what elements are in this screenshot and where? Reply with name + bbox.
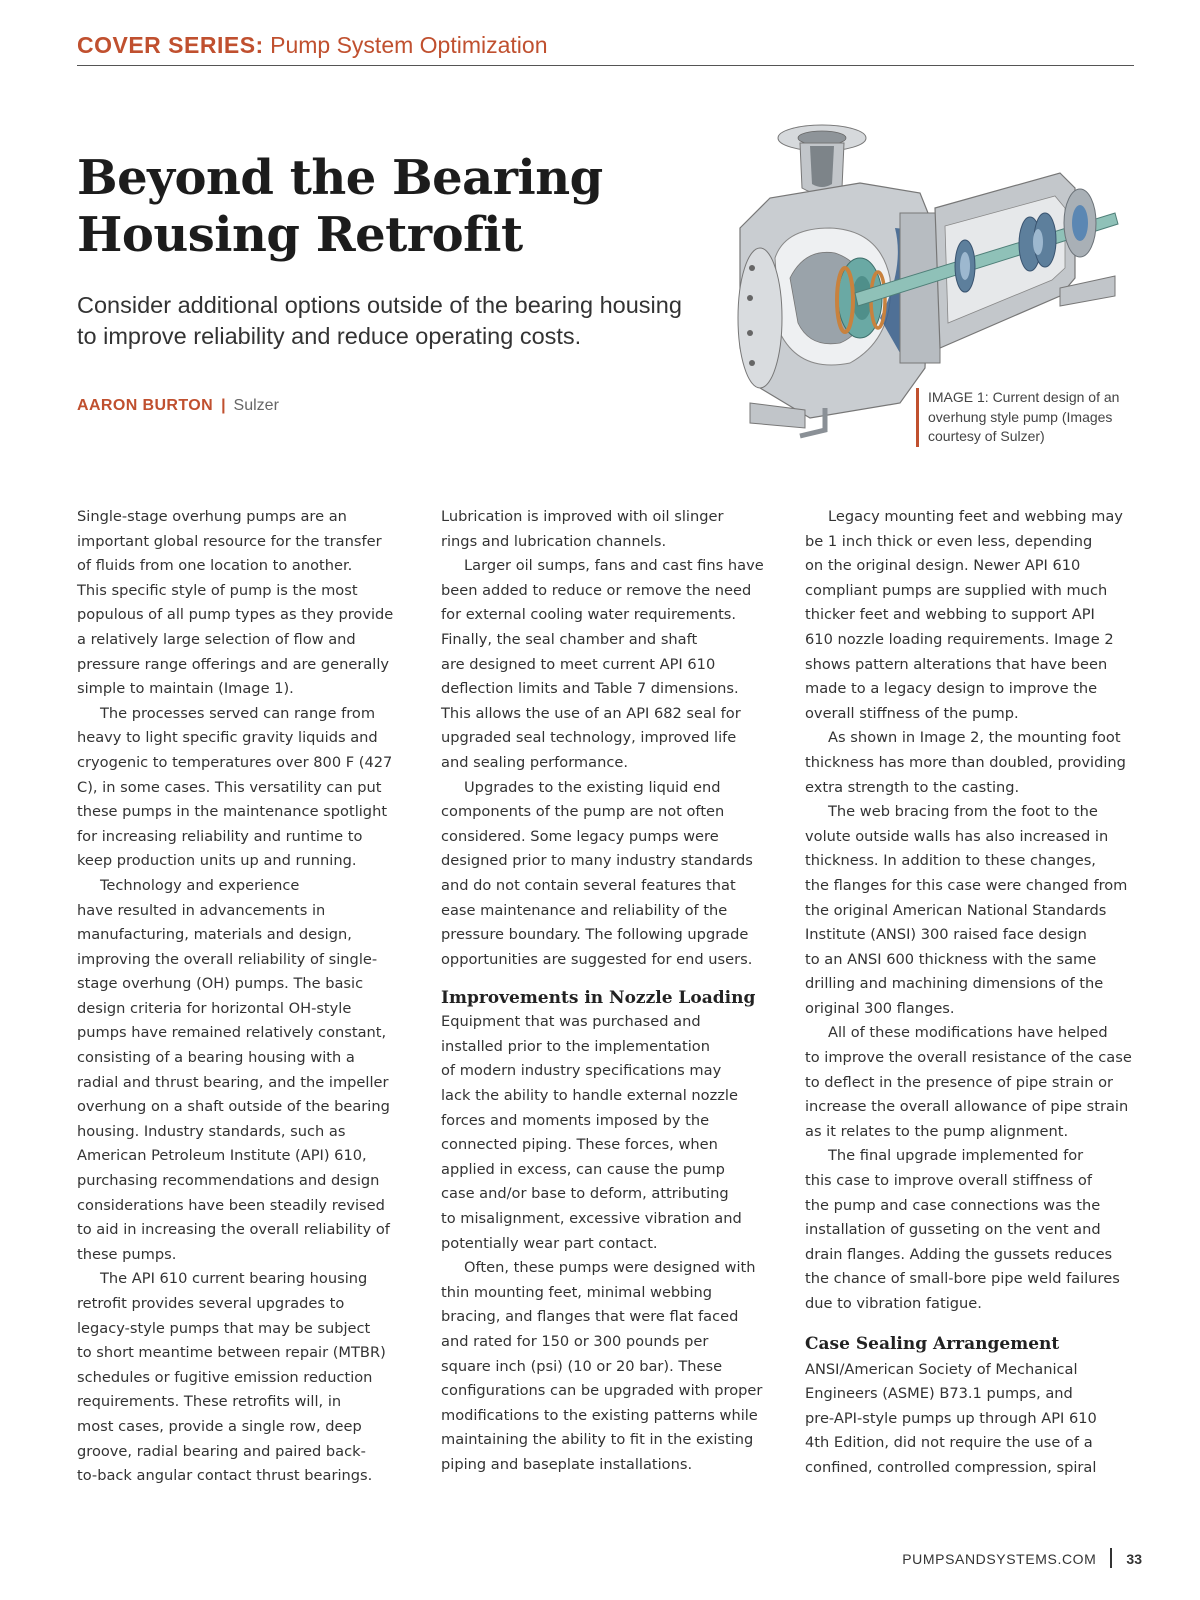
body-line: This specific style of pump is the most xyxy=(77,581,358,599)
body-line: installed prior to the implementation xyxy=(441,1037,710,1055)
body-line: modifications to the existing patterns while xyxy=(441,1406,758,1424)
body-paragraph xyxy=(77,874,422,1268)
body-line: Lubrication is improved with oil slinger xyxy=(441,508,724,525)
body-line: potentially wear part contact. xyxy=(441,1234,658,1252)
body-line: rings and lubrication channels. xyxy=(441,532,667,550)
body-line: compliant pumps are supplied with much xyxy=(805,581,1108,599)
body-line: ANSI/American Society of Mechanical xyxy=(805,1360,1078,1378)
body-line: legacy-style pumps that may be subject xyxy=(77,1319,371,1337)
caption-line: courtesy of Sulzer) xyxy=(928,428,1045,444)
body-paragraph xyxy=(441,776,786,973)
body-line: design criteria for horizontal OH-style xyxy=(77,999,352,1017)
body-line: Legacy mounting feet and webbing may xyxy=(828,508,1123,525)
body-line: designed prior to many industry standards xyxy=(441,852,753,870)
body-line: overall stiffness of the pump. xyxy=(805,704,1019,722)
body-paragraph xyxy=(805,1144,1150,1316)
section-heading: Case Sealing Arrangement xyxy=(805,1333,1060,1354)
body-line: to aid in increasing the overall reliability of xyxy=(77,1221,390,1239)
body-line: on the original design. Newer API 610 xyxy=(805,557,1081,575)
body-line: keep production units up and running. xyxy=(77,852,357,870)
body-line: as it relates to the pump alignment. xyxy=(805,1122,1069,1140)
body-line: Often, these pumps were designed with xyxy=(464,1259,756,1277)
body-line: drilling and machining dimensions of the xyxy=(805,975,1104,993)
body-line: The processes served can range from xyxy=(100,704,376,722)
body-paragraph xyxy=(441,1010,786,1256)
body-line: opportunities are suggested for end users. xyxy=(441,950,753,968)
body-line: square inch (psi) (10 or 20 bar). These xyxy=(441,1357,723,1375)
body-paragraph xyxy=(77,1267,422,1488)
body-line: considerations have been steadily revised xyxy=(77,1196,385,1214)
body-line: of fluids from one location to another. xyxy=(77,557,353,575)
subtitle-line: Consider additional options outside of the bearing housing xyxy=(77,292,682,318)
body-line: of modern industry specifications may xyxy=(441,1062,722,1080)
body-line: The final upgrade implemented for xyxy=(828,1147,1084,1165)
body-line: Technology and experience xyxy=(100,876,300,894)
body-line: Larger oil sumps, fans and cast fins have xyxy=(464,557,764,575)
title-line: Housing Retrofit xyxy=(77,207,523,263)
body-line: important global resource for the transfer xyxy=(77,532,382,550)
body-line: lack the ability to handle external nozzle xyxy=(441,1087,738,1105)
body-line: Single-stage overhung pumps are an xyxy=(77,508,347,525)
body-line: case and/or base to deform, attributing xyxy=(441,1185,729,1203)
body-line: populous of all pump types as they provide xyxy=(77,606,394,624)
body-line: been added to reduce or remove the need xyxy=(441,581,752,599)
body-line: and do not contain several features that xyxy=(441,876,736,894)
body-line: The API 610 current bearing housing xyxy=(100,1270,368,1288)
body-line: 610 nozzle loading requirements. Image 2 xyxy=(805,630,1114,648)
body-line: the chance of small-bore pipe weld failures xyxy=(805,1270,1120,1288)
text-column-1 xyxy=(77,505,422,1489)
body-line: applied in excess, can cause the pump xyxy=(441,1160,725,1178)
body-line: thicker feet and webbing to support API xyxy=(805,606,1095,624)
body-line: to short meantime between repair (MTBR) xyxy=(77,1344,386,1362)
body-paragraph xyxy=(441,554,786,775)
article-title xyxy=(77,150,697,264)
body-line: manufacturing, materials and design, xyxy=(77,926,352,944)
caption-line: IMAGE 1: Current design of an xyxy=(928,389,1120,405)
body-line: ease maintenance and reliability of the xyxy=(441,901,728,919)
body-line: Institute (ANSI) 300 raised face design xyxy=(805,926,1087,944)
body-paragraph xyxy=(441,1256,786,1477)
author-organization: Sulzer xyxy=(233,397,279,414)
body-line: installation of gusseting on the vent and xyxy=(805,1221,1101,1239)
body-line: overhung on a shaft outside of the bearing xyxy=(77,1098,390,1116)
body-line: the flanges for this case were changed from xyxy=(805,876,1128,894)
body-line: shows pattern alterations that have been xyxy=(805,655,1108,673)
body-line: and rated for 150 or 300 pounds per xyxy=(441,1333,709,1350)
body-line: these pumps in the maintenance spotlight xyxy=(77,803,388,821)
body-paragraph xyxy=(77,702,422,874)
body-line: to an ANSI 600 thickness with the same xyxy=(805,950,1097,968)
body-paragraph xyxy=(805,505,1150,726)
series-topic: Pump System Optimization xyxy=(270,32,548,58)
body-line: pressure boundary. The following upgrade xyxy=(441,926,749,944)
body-line: 4th Edition, did not require the use of a xyxy=(805,1434,1093,1452)
body-line: increase the overall allowance of pipe strain xyxy=(805,1098,1129,1116)
body-line: this case to improve overall stiffness of xyxy=(805,1172,1092,1190)
footer-divider xyxy=(1110,1548,1112,1568)
body-line: thin mounting feet, minimal webbing xyxy=(441,1283,713,1301)
body-line: forces and moments imposed by the xyxy=(441,1111,710,1129)
body-line: radial and thrust bearing, and the impeller xyxy=(77,1073,389,1091)
body-line: cryogenic to temperatures over 800 F (427 xyxy=(77,753,393,771)
body-line: have resulted in advancements in xyxy=(77,901,326,919)
body-line: piping and baseplate installations. xyxy=(441,1455,693,1473)
figure-caption xyxy=(916,388,1146,447)
body-line: to misalignment, excessive vibration and xyxy=(441,1210,742,1228)
body-line: considered. Some legacy pumps were xyxy=(441,827,719,845)
radial-bearing xyxy=(955,240,975,292)
body-line: configurations can be upgraded with proper xyxy=(441,1382,763,1400)
body-line: simple to maintain (Image 1). xyxy=(77,680,294,698)
body-line: deflection limits and Table 7 dimensions. xyxy=(441,680,739,698)
body-paragraph xyxy=(805,800,1150,1021)
body-line: Equipment that was purchased and xyxy=(441,1013,701,1031)
body-line: thickness. In addition to these changes, xyxy=(805,852,1096,870)
body-line: to improve the overall resistance of the case xyxy=(805,1049,1132,1067)
body-line: Upgrades to the existing liquid end xyxy=(464,778,721,796)
body-line: drain flanges. Adding the gussets reduces xyxy=(805,1245,1113,1263)
body-line: connected piping. These forces, when xyxy=(441,1136,718,1154)
body-line: a relatively large selection of flow and xyxy=(77,630,356,648)
section-heading: Improvements in Nozzle Loading xyxy=(441,988,756,1009)
body-line: C), in some cases. This versatility can put xyxy=(77,778,382,796)
text-column-2 xyxy=(441,505,786,1478)
body-line: purchasing recommendations and design xyxy=(77,1172,380,1190)
body-line: extra strength to the casting. xyxy=(805,778,1020,796)
article-subtitle xyxy=(77,290,717,352)
body-line: American Petroleum Institute (API) 610, xyxy=(77,1147,367,1165)
body-line: and sealing performance. xyxy=(441,753,628,771)
body-paragraph xyxy=(805,726,1150,800)
body-line: are designed to meet current API 610 xyxy=(441,655,716,673)
byline-separator: | xyxy=(221,397,226,414)
body-line: housing. Industry standards, such as xyxy=(77,1122,346,1140)
body-line: be 1 inch thick or even less, depending xyxy=(805,532,1093,550)
body-line: thickness has more than doubled, providing xyxy=(805,753,1126,771)
body-line: consisting of a bearing housing with a xyxy=(77,1049,355,1067)
body-line: schedules or fugitive emission reduction xyxy=(77,1368,373,1386)
body-paragraph xyxy=(441,505,786,554)
body-line: groove, radial bearing and paired back- xyxy=(77,1442,366,1460)
body-line: As shown in Image 2, the mounting foot xyxy=(828,729,1121,747)
body-line: the original American National Standards xyxy=(805,901,1107,919)
cooling-fan xyxy=(1064,189,1096,257)
body-line: The web bracing from the foot to the xyxy=(828,803,1098,821)
body-paragraph xyxy=(805,1358,1150,1481)
footer-website: PUMPSANDSYSTEMS.COM xyxy=(902,1551,1097,1567)
byline xyxy=(77,397,279,415)
body-line: to deflect in the presence of pipe strain or xyxy=(805,1073,1114,1091)
body-paragraph xyxy=(77,505,422,702)
caption-line: overhung style pump (Images xyxy=(928,408,1113,425)
body-line: maintaining the ability to fit in the existing xyxy=(441,1431,754,1449)
body-line: confined, controlled compression, spiral xyxy=(805,1458,1097,1476)
body-line: made to a legacy design to improve the xyxy=(805,680,1098,698)
body-line: volute outside walls has also increased in xyxy=(805,827,1109,845)
body-line: bracing, and flanges that were flat faced xyxy=(441,1308,739,1326)
body-line: upgraded seal technology, improved life xyxy=(441,729,737,747)
body-line: pumps have remained relatively constant, xyxy=(77,1024,387,1042)
body-line: these pumps. xyxy=(77,1245,177,1263)
body-line: Finally, the seal chamber and shaft xyxy=(441,630,698,648)
body-line: Engineers (ASME) B73.1 pumps, and xyxy=(805,1385,1073,1403)
subtitle-line: to improve reliability and reduce operating costs. xyxy=(77,323,582,349)
body-line: most cases, provide a single row, deep xyxy=(77,1417,362,1435)
body-line: for increasing reliability and runtime to xyxy=(77,827,363,845)
body-line: to-back angular contact thrust bearings. xyxy=(77,1467,373,1485)
author-name: AARON BURTON xyxy=(77,397,214,414)
body-line: retrofit provides several upgrades to xyxy=(77,1295,345,1312)
series-header xyxy=(77,32,1134,66)
body-line: the pump and case connections was the xyxy=(805,1196,1101,1214)
body-line: This allows the use of an API 682 seal for xyxy=(441,704,741,722)
title-line: Beyond the Bearing xyxy=(77,150,603,206)
series-label: COVER SERIES: xyxy=(77,32,264,58)
text-column-3 xyxy=(805,505,1150,1481)
discharge-flange xyxy=(738,248,782,388)
body-line: All of these modifications have helped xyxy=(828,1024,1108,1042)
thrust-bearing xyxy=(1019,213,1056,271)
body-line: original 300 flanges. xyxy=(805,999,955,1017)
body-line: pre-API-style pumps up through API 610 xyxy=(805,1409,1097,1427)
page-footer xyxy=(860,1548,1142,1572)
body-paragraph xyxy=(805,1021,1150,1144)
body-line: pressure range offerings and are generally xyxy=(77,655,390,673)
body-line: heavy to light specific gravity liquids and xyxy=(77,729,378,747)
body-line: due to vibration fatigue. xyxy=(805,1295,982,1312)
body-line: components of the pump are not often xyxy=(441,803,725,821)
body-line: requirements. These retrofits will, in xyxy=(77,1393,342,1411)
body-line: improving the overall reliability of single- xyxy=(77,950,378,968)
page-number: 33 xyxy=(1126,1551,1142,1567)
body-line: stage overhung (OH) pumps. The basic xyxy=(77,975,364,993)
body-line: for external cooling water requirements. xyxy=(441,606,737,624)
